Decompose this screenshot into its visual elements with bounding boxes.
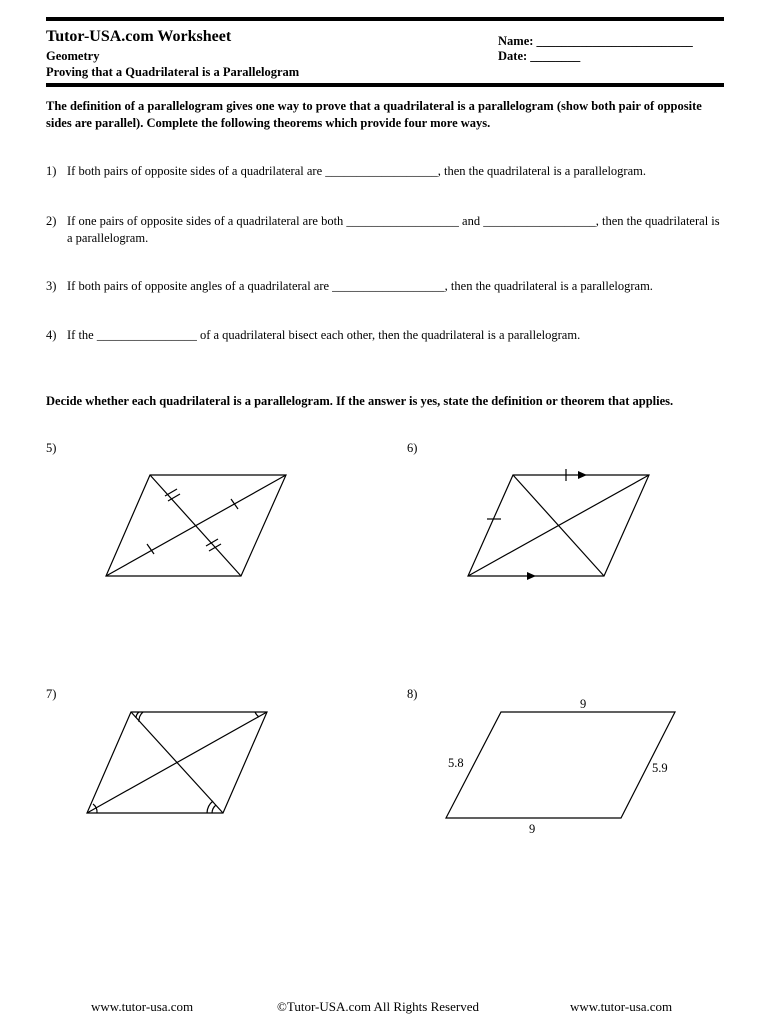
question-number: 1) [46, 164, 57, 178]
figure-8-side-right: 5.9 [652, 761, 668, 775]
arrow-icon [578, 471, 587, 479]
subject-label: Geometry [46, 49, 100, 63]
name-blank: _________________________ [536, 34, 693, 48]
figure-6-parallelogram [468, 469, 649, 576]
question-number: 2) [46, 214, 57, 228]
footer-right: www.tutor-usa.com [570, 999, 673, 1014]
figure-7-parallelogram [87, 712, 267, 813]
topic-label: Proving that a Quadrilateral is a Parallelogram [46, 65, 300, 79]
arrow-icon [527, 572, 536, 580]
question-text: If one pairs of opposite sides of a quadrilateral are both __________________ and __________________, then the quadrilateral is a parallelogram. [67, 214, 720, 245]
worksheet-title: Tutor-USA.com Worksheet [46, 28, 232, 45]
name-label: Name: [498, 34, 534, 48]
instructions-text: Decide whether each quadrilateral is a parallelogram. If the answer is yes, state the definition or theorem that applies. [46, 394, 674, 408]
question-number: 3) [46, 279, 57, 293]
figure-8-number: 8) [407, 687, 418, 701]
date-label: Date: [498, 49, 528, 63]
figure-8-side-top: 9 [580, 697, 587, 711]
question-text: If both pairs of opposite angles of a quadrilateral are __________________, then the quadrilateral is a parallelogram. [67, 279, 653, 293]
figure-8-side-bottom: 9 [529, 822, 536, 836]
question-number: 4) [46, 328, 57, 342]
footer-center: ©Tutor-USA.com All Rights Reserved [277, 999, 479, 1014]
figure-8-parallelogram [446, 712, 675, 818]
footer-left: www.tutor-usa.com [91, 999, 194, 1014]
figure-5-number: 5) [46, 441, 57, 455]
figure-6-number: 6) [407, 441, 418, 455]
question-text: If both pairs of opposite sides of a quadrilateral are __________________, then the quadrilateral is a parallelogram. [67, 164, 646, 178]
date-blank: ________ [530, 49, 581, 63]
intro-text: The definition of a parallelogram gives one way to prove that a quadrilateral is a parallelogram (show both pair of opposite sides are parallel). Complete the following theorems which provide four more ways. [46, 99, 702, 130]
figure-8-side-left: 5.8 [448, 756, 464, 770]
question-text: If the ________________ of a quadrilateral bisect each other, then the quadrilateral is a parallelogram. [67, 328, 581, 342]
figure-7-number: 7) [46, 687, 57, 701]
figure-5-parallelogram [106, 475, 286, 576]
